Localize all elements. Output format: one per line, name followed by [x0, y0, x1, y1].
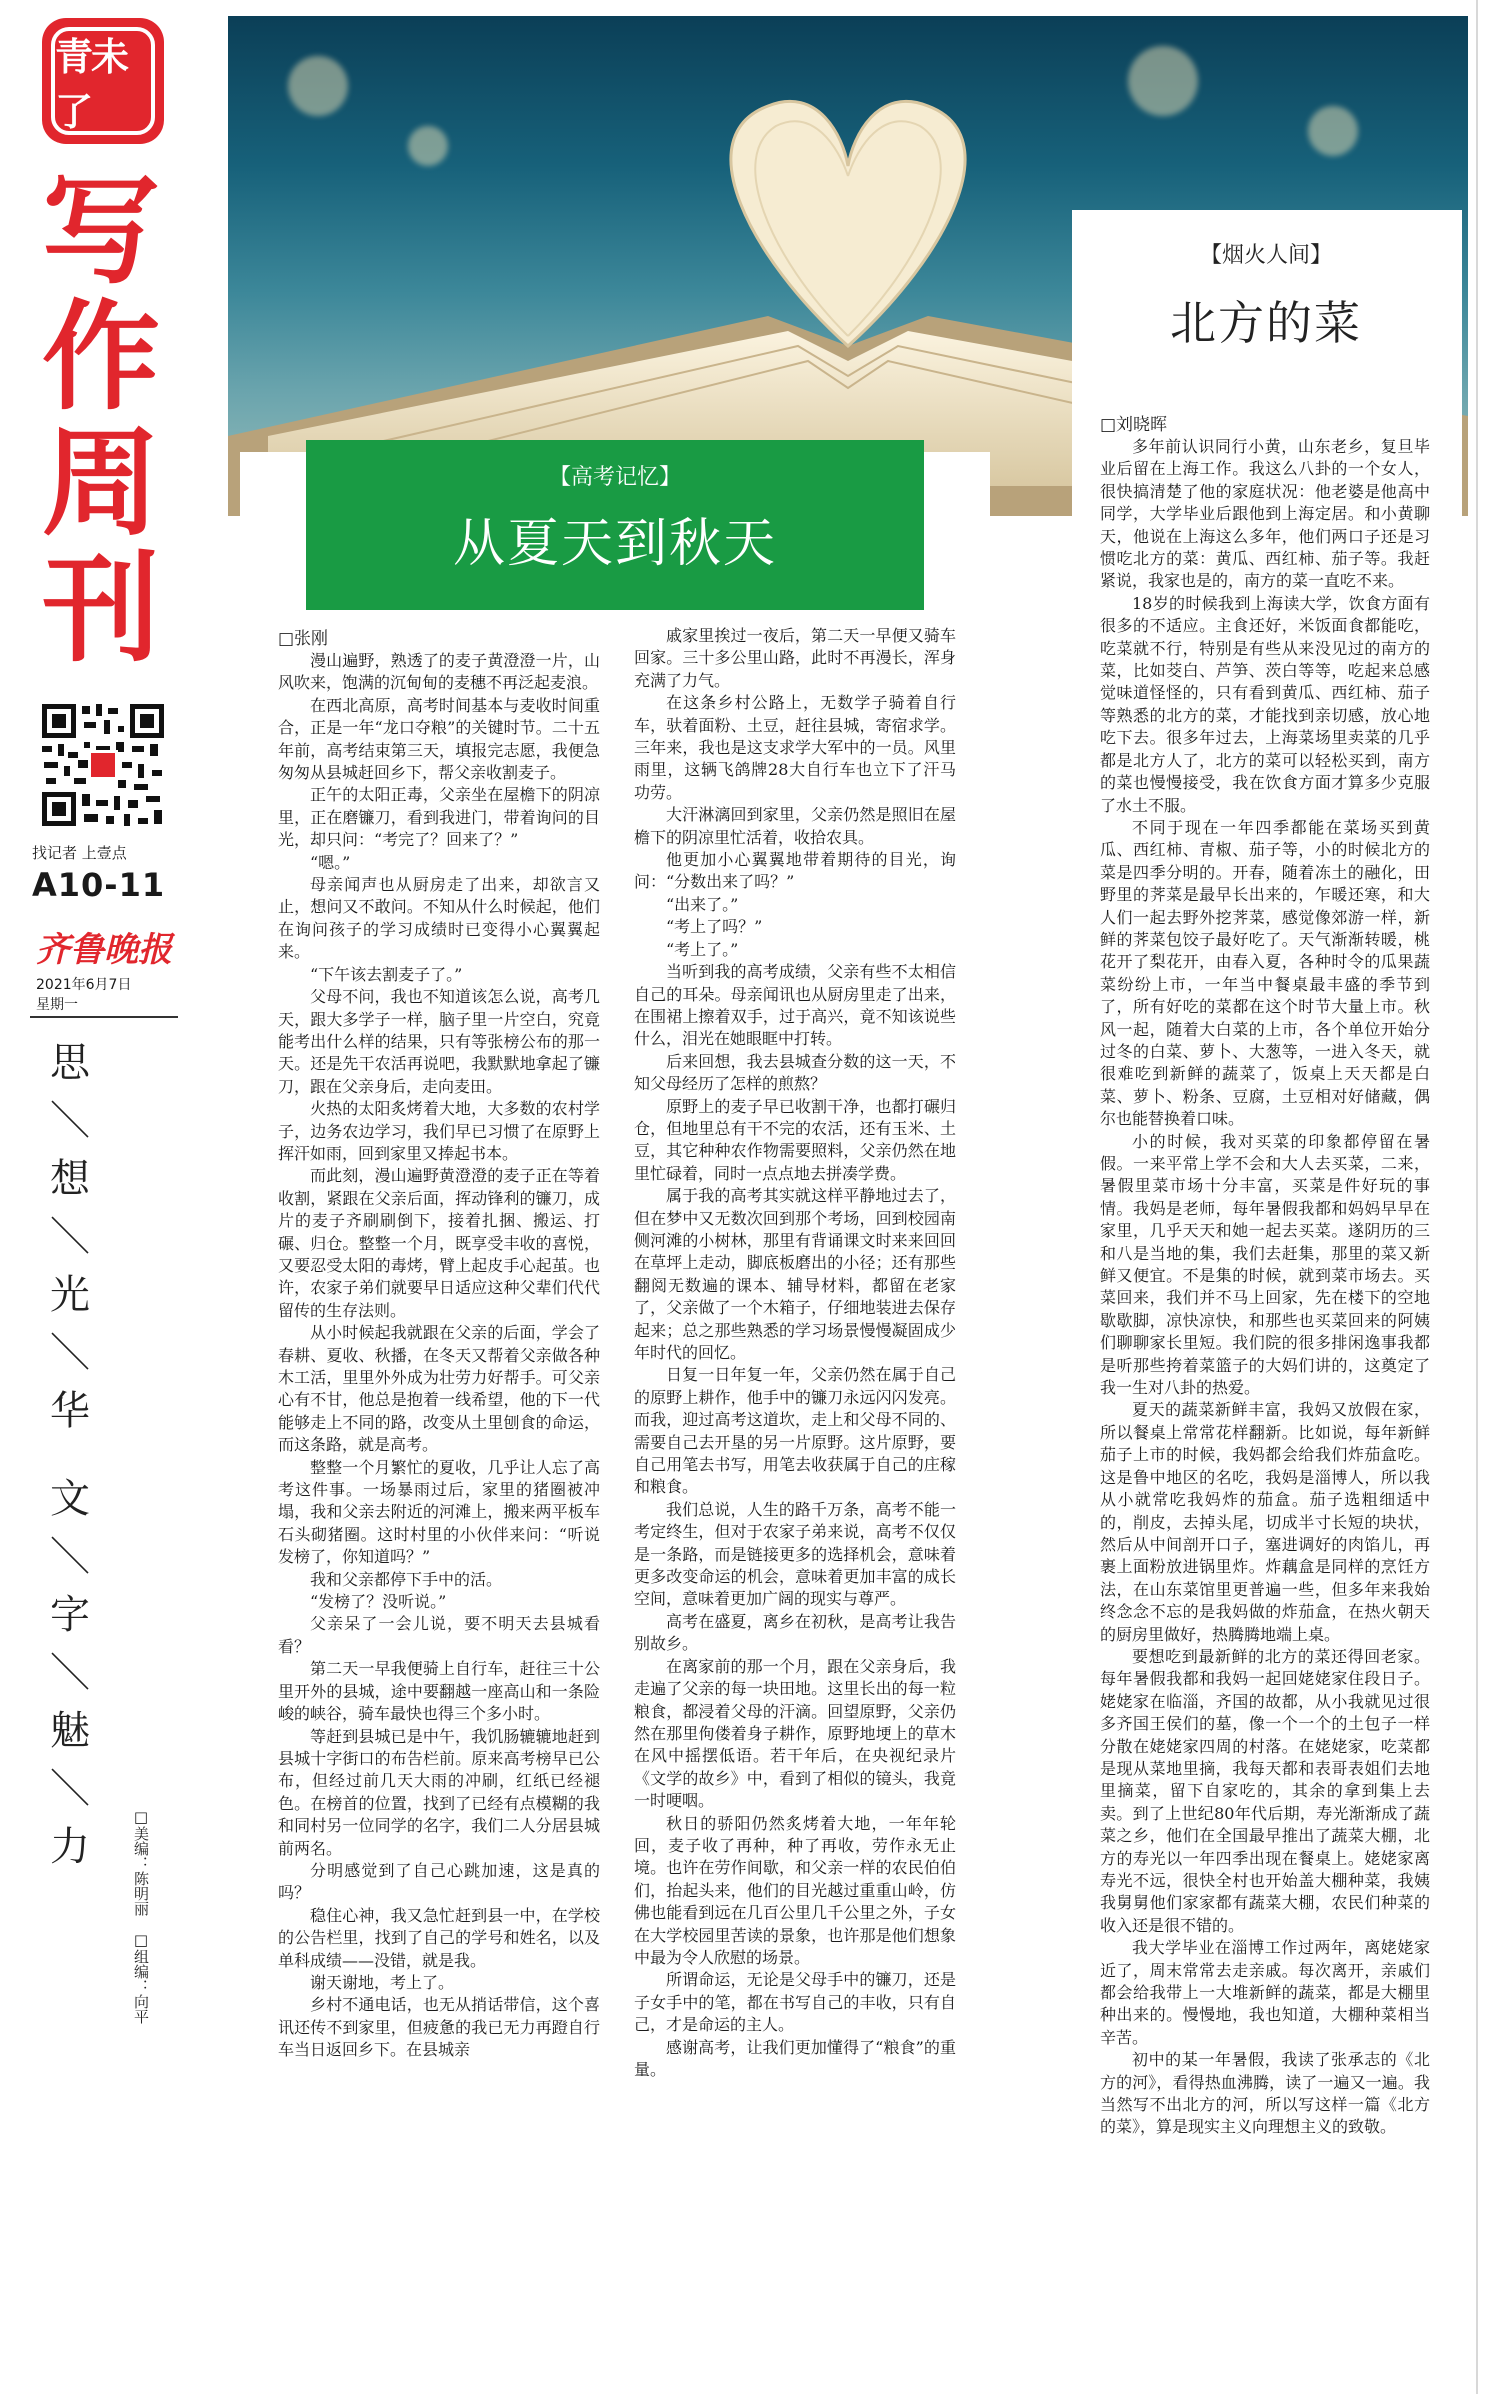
editors-credit: □美编：陈明丽 □组编：向平: [132, 1808, 150, 2024]
paragraph: 秋日的骄阳仍然炙烤着大地，一年年轮回，麦子收了再种，种了再收，劳作永无止境。也许在劳作间歇，和父亲一样的农民伯伯们，抬起头来，他们的目光越过重重山岭，仿佛也能看到远在几百公里几千公里之外，子女在大学校园里苦读的景象，也许那是他们想象中最为令人欣慰的场景。: [634, 1813, 956, 1967]
logo: [42, 18, 164, 144]
paragraph: 等赶到县城已是中午，我饥肠辘辘地赶到县城十字街口的布告栏前。原来高考榜早已公布，但经过前几天大雨的冲刷，红纸已经褪色。在榜首的位置，找到了已经有点模糊的我和同村另一位同学的名字，我们二人分居县城前两名。: [278, 1726, 600, 1858]
paragraph: 高考在盛夏，离乡在初秋，是高考让我告别故乡。: [634, 1611, 956, 1654]
paragraph: 乡村不通电话，也无从捎话带信，这个喜讯还传不到家里，但疲惫的我已无力再蹬自行车当日返回乡下。在县城亲: [278, 1995, 600, 2060]
slogan-char: 光: [50, 1272, 90, 1318]
section-title-char: 作: [41, 288, 160, 426]
qr-note: 找记者 上壹点: [32, 844, 127, 862]
article-right-header: [1086, 238, 1446, 353]
paragraph: 夏天的蔬菜新鲜丰富，我妈又放假在家，所以餐桌上常常花样翻新。比如说，每年新鲜茄子上市的时候，我妈都会给我们炸茄盒吃。这是鲁中地区的名吃，我妈是淄博人，所以我从小就常吃我妈炸的茄盒。茄子选粗细适中的，削皮，去掉头尾，切成半寸长短的块状，然后从中间剖开口子，塞进调好的肉馅儿，再裹上面粉放进锅里炸。炸藕盒是同样的烹饪方法，在山东菜馆里更普遍一些，但多年来我始终念念不忘的是我妈做的炸茄盒，在热火朝天的厨房里做好，热腾腾地端上桌。: [1100, 1400, 1430, 1644]
paragraph: 感谢高考，让我们更加懂得了“粮食”的重量。: [634, 2037, 956, 2079]
article-right-column: [1100, 436, 1430, 2360]
paragraph: 当听到我的高考成绩，父亲有些不太相信自己的耳朵。母亲闻讯也从厨房里走了出来，在围裙上擦着双手，过于高兴，竟不知该说些什么，泪光在她眼眶中打转。: [634, 962, 956, 1049]
slogan-char: 文: [50, 1476, 90, 1522]
paragraph: 第二天一早我便骑上自行车，赶往三十公里开外的县城，途中要翻越一座高山和一条险峻的峡谷，骑车最快也得三个多小时。: [278, 1659, 600, 1724]
paragraph: 父母不问，我也不知道该怎么说，高考几天，跟大多学子一样，脑子里一片空白，究竟能考出什么样的结果，只有等张榜公布的那一天。还是先干农活再说吧，我默默地拿起了镰刀，跟在父亲身后，走向麦田。: [278, 987, 600, 1096]
slogan-char: ＼: [50, 1650, 90, 1696]
paragraph: 后来回想，我去县城查分数的这一天，不知父母经历了怎样的煎熬？: [634, 1051, 956, 1094]
article-left-column-1: [278, 650, 600, 2360]
paragraph: “出来了。”: [666, 894, 739, 914]
author-byline: □张刚: [278, 629, 329, 649]
article-title: 从夏天到秋天: [452, 514, 777, 574]
divider: [30, 1016, 178, 1018]
paragraph: 在这条乡村公路上，无数学子骑着自行车，驮着面粉、土豆，赶往县城，寄宿求学。三年来，我也是这支求学大军中的一员。风里雨里，这辆飞鸽牌28大自行车也立下了汗马功劳。: [634, 693, 956, 802]
paragraph: 戚家里挨过一夜后，第二天一早便又骑车回家。三十多公里山路，此时不再漫长，浑身充满了力气。: [634, 626, 956, 690]
slogan-char: 思: [50, 1040, 90, 1086]
qr-code-icon: [38, 700, 168, 830]
logo-text: 青未了: [51, 27, 155, 135]
paragraph: 不同于现在一年四季都能在菜场买到黄瓜、西红柿、青椒、茄子等，小的时候北方的菜是四季分明的。开春，随着冻土的融化，田野里的荠菜是最早长出来的，乍暖还寒，和大人们一起去野外挖荠菜，感觉像郊游一样，新鲜的荠菜包饺子最好吃了。天气渐渐转暖，桃花开了梨花开，由春入夏，各种时令的瓜果蔬菜纷纷上市，一年当中餐桌最丰盛的季节到了，所有好吃的菜都在这个时节大量上市。秋风一起，随着大白菜的上市，各个单位开始分过冬的白菜、萝卜、大葱等，一进入冬天，就很难吃到新鲜的蔬菜了，饭桌上天天都是白菜、萝卜、粉条、豆腐，土豆相对好储藏，偶尔也能替换着口味。: [1100, 817, 1430, 1129]
paragraph: 父亲呆了一会儿说，要不明天去县城看看？: [278, 1614, 600, 1656]
paragraph: 初中的某一年暑假，我读了张承志的《北方的河》，看得热血沸腾，读了一遍又一遍。我当然写不出北方的河，所以写这样一篇《北方的菜》，算是现实主义向理想主义的致敬。: [1100, 2050, 1430, 2137]
paragraph: 母亲闻声也从厨房走了出来，却欲言又止，想问又不敢问。不知从什么时候起，他们在询问孩子的学习成绩时已变得小心翼翼起来。: [278, 875, 600, 962]
article-left-column-2: [634, 625, 956, 2360]
publication-date: 2021年6月7日: [36, 977, 132, 993]
slogan-char: 魅: [50, 1708, 90, 1754]
paragraph: 日复一日年复一年，父亲仍然在属于自己的原野上耕作，他手中的镰刀永远闪闪发亮。而我，迎过高考这道坎，走上和父母不同的、需要自己去开垦的另一片原野。这片原野，要自己用笔去书写，用笔去收获属于自己的庄稼和粮食。: [634, 1365, 956, 1497]
slogan-char: [40, 1440, 100, 1470]
slogan-char: ＼: [50, 1534, 90, 1580]
paragraph: 稳住心神，我又急忙赶到县一中，在学校的公告栏里，找到了自己的学号和姓名，以及单科成绩——没错，就是我。: [278, 1905, 600, 1970]
paragraph: 我们总说，人生的路千万条，高考不能一考定终生，但对于农家子弟来说，高考不仅仅是一条路，而是链接更多的选择机会，意味着更多改变命运的机会，意味着更加丰富的成长空间，意味着更加广阔的现实与尊严。: [634, 1499, 956, 1609]
paragraph: 所谓命运，无论是父母手中的镰刀，还是子女手中的笔，都在书写自己的丰收，只有自己，才是命运的主人。: [634, 1970, 956, 2035]
author-byline: □刘晓晖: [1100, 415, 1168, 435]
paragraph: 小的时候，我对买菜的印象都停留在暑假。一来平常上学不会和大人去买菜，二来，暑假里菜市场十分丰富，买菜是件好玩的事情。我妈是老师，每年暑假我都和妈妈早早在家里，几乎天天和她一起去买菜。遂阴历的三和八是当地的集，我们去赶集，那里的菜又新鲜又便宜。不是集的时候，就到菜市场去。买菜回来，我们并不马上回家，先在楼下的空地歇歇脚，凉快凉快，和那些也买菜回来的阿姨们聊聊家长里短。我们院的很多排闲逸事我都是听那些挎着菜篮子的大妈们讲的，这奠定了我一生对八卦的热爱。: [1100, 1131, 1430, 1398]
paragraph: 多年前认识同行小黄，山东老乡，复旦毕业后留在上海工作。我这么八卦的一个女人，很快搞清楚了他的家庭状况：他老婆是他高中同学，大学毕业后跟他到上海定居。和小黄聊天，他说在上海这么多年，他们两口子还是习惯吃北方的菜：黄瓜、西红柿、茄子等。我赶紧说，我家也是的，南方的菜一直吃不来。: [1100, 437, 1430, 591]
paragraph: 分明感觉到了自己心跳加速，这是真的吗？: [278, 1860, 600, 1903]
paragraph: 我大学毕业在淄博工作过两年，离姥姥家近了，周末常常去走亲戚。每次离开，亲戚们都会给我带上一大堆新鲜的蔬菜，都是大棚里种出来的。慢慢地，我也知道，大棚种菜相当辛苦。: [1100, 1938, 1430, 2047]
paragraph: 在离家前的那一个月，跟在父亲身后，我走遍了父亲的每一块田地。这里长出的每一粒粮食，都浸着父母的汗滴。回望原野，父亲仍然在那里佝偻着身子耕作，原野地埂上的草木在风中摇摆低语。若干年后，在央视纪录片《文学的故乡》中，看到了相似的镜头，我竟一时哽咽。: [634, 1656, 956, 1811]
qr-code[interactable]: [38, 700, 168, 830]
paragraph: 而此刻，漫山遍野黄澄澄的麦子正在等着收割，紧跟在父亲后面，挥动锋利的镰刀，成片的麦子齐刷刷倒下，接着扎捆、搬运、打碾、归仓。整整一个月，既享受丰收的喜悦，又要忍受太阳的毒烤，臂上起皮手心起茧。也许，农家子弟们就要早日适应这种父辈们代代留传的生存法则。: [278, 1166, 600, 1320]
section-title: [26, 162, 176, 678]
paragraph: 火热的太阳炙烤着大地，大多数的农村学子，边务农边学习，我们早已习惯了在原野上挥汗如雨，回到家里又捧起书本。: [278, 1099, 600, 1163]
paragraph: 他更加小心翼翼地带着期待的目光，询问：“分数出来了吗？”: [634, 850, 956, 892]
slogan-char: 想: [50, 1156, 90, 1202]
page-range: A10-11: [32, 866, 166, 904]
paragraph: “嗯。”: [310, 852, 351, 872]
section-title-char: 写: [41, 162, 160, 300]
paragraph: “下午该去割麦子了。”: [310, 964, 463, 984]
paragraph: 整整一个月繁忙的夏收，几乎让人忘了高考这件事。一场暴雨过后，家里的猪圈被冲塌，我和父亲去附近的河滩上，搬来两平板车石头砌猪圈。这时村里的小伙伴来问：“听说发榜了，你知道吗？”: [278, 1457, 600, 1567]
slogan-char: 力: [50, 1824, 90, 1870]
slogan-char: ＼: [50, 1330, 90, 1376]
slogan: [40, 1034, 100, 1876]
paragraph: “发榜了？没听说。”: [310, 1592, 447, 1612]
paragraph: “考上了。”: [666, 939, 739, 959]
paragraph: 在西北高原，高考时间基本与麦收时间重合，正是一年“龙口夺粮”的关键时节。二十五年前，高考结束第三天，填报完志愿，我便急匆匆从县城赶回乡下，帮父亲收割麦子。: [278, 695, 600, 783]
paragraph: 正午的太阳正毒，父亲坐在屋檐下的阴凉里，正在磨镰刀，看到我进门，带着询问的目光，却只问：“考完了？回来了？”: [278, 785, 600, 850]
paragraph: 从小时候起我就跟在父亲的后面，学会了春耕、夏收、秋播，在冬天又帮着父亲做各种木工活，里里外外成为壮劳力好帮手。可父亲心有不甘，他总是抱着一线希望，他的下一代能够走上不同的路，改变从土里刨食的命运，而这条路，就是高考。: [278, 1323, 600, 1455]
paragraph: 大汗淋漓回到家里，父亲仍然是照旧在屋檐下的阴凉里忙活着，收拾农具。: [634, 805, 956, 847]
paragraph: 18岁的时候我到上海读大学，饮食方面有很多的不适应。主食还好，米饭面食都能吃，吃菜就不行，特别是有些从来没见过的南方的菜，比如茭白、芦笋、茨白等等，吃起来总感觉味道怪怪的，只有看到黄瓜、西红柿、茄子等熟悉的北方的菜，才能找到亲切感，放心地吃下去。很多年过去，上海菜场里卖菜的几乎都是北方人了，北方的菜可以轻松买到，南方的菜也慢慢接受，我在饮食方面才算多少克服了水土不服。: [1100, 593, 1430, 815]
paragraph: 属于我的高考其实就这样平静地过去了，但在梦中又无数次回到那个考场，回到校园南侧河滩的小树林，那里有背诵课文时来来回回在草坪上走动，脚底板磨出的小径；还有那些翻阅无数遍的课本、辅导材料，都留在老家了，父亲做了一个木箱子，仔细地装进去保存起来；总之那些熟悉的学习场景慢慢凝固成少年时代的回忆。: [634, 1186, 956, 1362]
paragraph: 我和父亲都停下手中的活。: [310, 1569, 503, 1589]
slogan-char: 字: [50, 1592, 90, 1638]
paragraph: “考上了吗？”: [666, 917, 763, 937]
section-title-char: 刊: [41, 540, 160, 678]
paragraph: 漫山遍野，熟透了的麦子黄澄澄一片，山风吹来，饱满的沉甸甸的麦穗不再泛起麦浪。: [278, 651, 600, 693]
slogan-char: ＼: [50, 1766, 90, 1812]
slogan-char: ＼: [50, 1098, 90, 1144]
column-tag: 【烟火人间】: [1199, 243, 1332, 268]
article-title: 北方的菜: [1170, 296, 1362, 350]
paragraph: 要想吃到最新鲜的北方的菜还得回老家。每年暑假我都和我妈一起回姥姥家住段日子。姥姥家在临淄，齐国的故都，从小我就见过很多齐国王侯们的墓，像一个一个的土包子一样分散在姥姥家四周的村落。在姥姥家，吃菜都是现从菜地里摘，我每天都和表哥表姐们去地里摘菜，留下自家吃的，其余的拿到集上去卖。到了上世纪80年代后期，寿光渐渐成了蔬菜之乡，他们在全国最早推出了蔬菜大棚，北方的寿光以一年四季出现在餐桌上。姥姥家离寿光不远，很快全村也开始盖大棚种菜，我姨我舅舅他们家家都有蔬菜大棚，农民们种菜的收入还是很不错的。: [1100, 1646, 1430, 1935]
publication-weekday: 星期一: [36, 997, 78, 1013]
slogan-char: ＼: [50, 1214, 90, 1260]
article-left-header: [306, 440, 924, 610]
slogan-char: 华: [50, 1388, 90, 1434]
column-tag: 【高考记忆】: [548, 465, 681, 490]
page-edge: [1476, 0, 1478, 2394]
paper-name: 齐鲁晚报: [36, 930, 172, 970]
paragraph: 原野上的麦子早已收割干净，也都打碾归仓，但地里总有干不完的农活，还有玉米、土豆，其它种种农作物需要照料，父亲仍然在地里忙碌着，同时一点点地去拼凑学费。: [634, 1096, 956, 1183]
section-title-char: 周: [41, 414, 160, 552]
paragraph: 谢天谢地，考上了。: [310, 1972, 455, 1992]
